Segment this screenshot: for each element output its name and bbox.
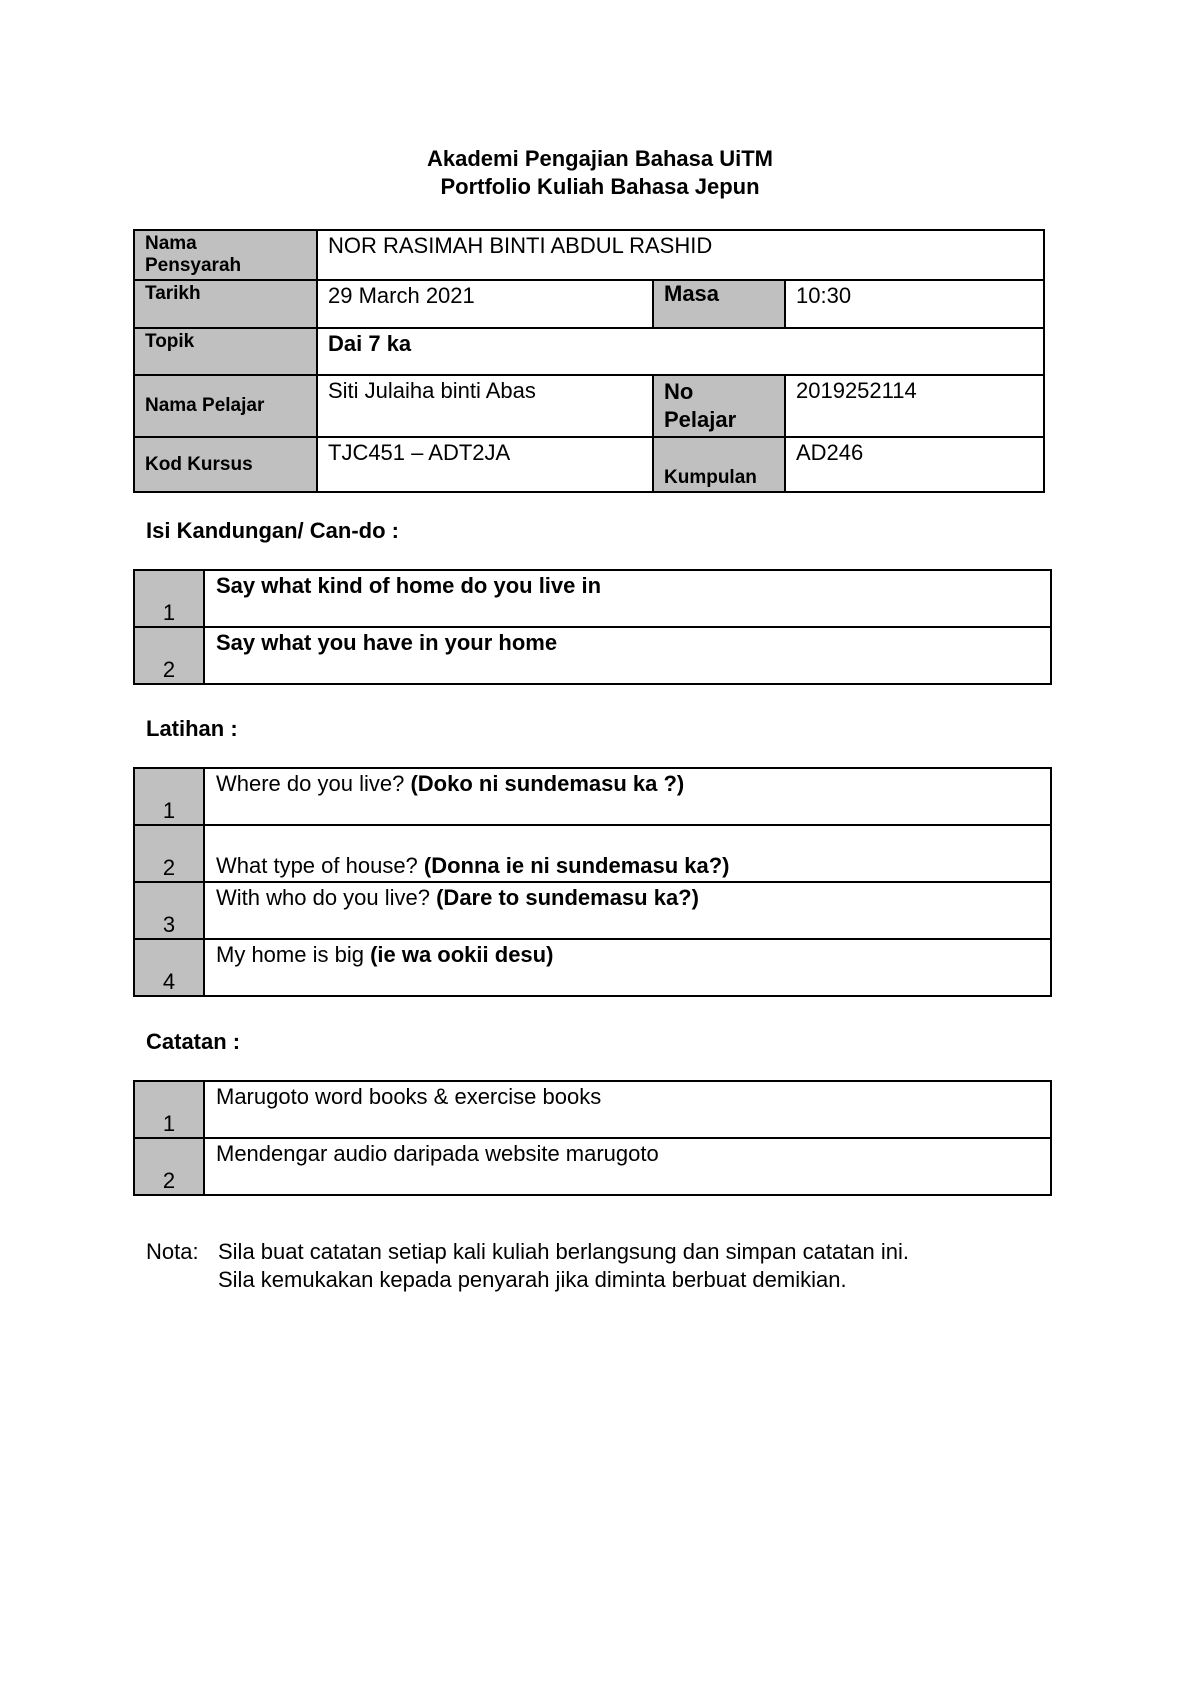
list-item — [134, 570, 1051, 627]
group-value: AD246 — [785, 437, 1044, 492]
latihan-table — [133, 767, 1052, 997]
catatan-table — [133, 1080, 1052, 1196]
item-number: 3 — [134, 882, 204, 939]
info-table — [133, 229, 1045, 493]
item-text: Say what kind of home do you live in — [204, 570, 1051, 627]
course-label: Kod Kursus — [134, 437, 317, 492]
student-label: Nama Pelajar — [134, 375, 317, 437]
item-number: 2 — [134, 825, 204, 882]
list-item — [134, 825, 1051, 882]
list-item — [134, 1081, 1051, 1138]
item-text: Say what you have in your home — [204, 627, 1051, 684]
student-value: Siti Julaiha binti Abas — [317, 375, 653, 437]
lecturer-value: NOR RASIMAH BINTI ABDUL RASHID — [317, 230, 1044, 280]
time-label: Masa — [653, 280, 785, 328]
item-text: Where do you live? (Doko ni sundemasu ka ?) — [204, 768, 1051, 825]
list-item — [134, 1138, 1051, 1195]
note-label: Nota: — [146, 1239, 199, 1264]
cando-heading: Isi Kandungan/ Can-do : — [146, 518, 399, 543]
list-item — [134, 768, 1051, 825]
document-subtitle: Portfolio Kuliah Bahasa Jepun — [440, 174, 760, 199]
catatan-heading: Catatan : — [146, 1029, 241, 1054]
item-text: With who do you live? (Dare to sundemasu ka?) — [204, 882, 1051, 939]
list-item — [134, 882, 1051, 939]
student-no-label: No Pelajar — [653, 375, 785, 437]
course-value: TJC451 – ADT2JA — [317, 437, 653, 492]
document-title: Akademi Pengajian Bahasa UiTM — [427, 146, 773, 171]
note-line-2: Sila kemukakan kepada penyarah jika diminta berbuat demikian. — [218, 1267, 847, 1292]
note-block — [146, 1238, 909, 1294]
note-line-1: Nota: Sila buat catatan setiap kali kuliah berlangsung dan simpan catatan ini. — [146, 1239, 910, 1264]
item-number: 2 — [134, 627, 204, 684]
item-number: 1 — [134, 570, 204, 627]
time-value: 10:30 — [785, 280, 1044, 328]
item-number: 1 — [134, 1081, 204, 1138]
list-item — [134, 939, 1051, 996]
item-text: Marugoto word books & exercise books — [204, 1081, 1051, 1138]
item-text: Mendengar audio daripada website marugoto — [204, 1138, 1051, 1195]
latihan-heading: Latihan : — [146, 716, 238, 741]
date-row — [134, 280, 1044, 328]
item-text: My home is big (ie wa ookii desu) — [204, 939, 1051, 996]
list-item — [134, 627, 1051, 684]
lecturer-label: Nama Pensyarah — [134, 230, 317, 280]
topic-row — [134, 328, 1044, 375]
topic-value: Dai 7 ka — [317, 328, 1044, 375]
item-number: 4 — [134, 939, 204, 996]
student-row — [134, 375, 1044, 437]
item-number: 1 — [134, 768, 204, 825]
topic-label: Topik — [134, 328, 317, 375]
group-label: Kumpulan — [653, 437, 785, 492]
lecturer-row — [134, 230, 1044, 280]
student-no-value: 2019252114 — [785, 375, 1044, 437]
date-value: 29 March 2021 — [317, 280, 653, 328]
cando-table — [133, 569, 1052, 685]
item-number: 2 — [134, 1138, 204, 1195]
date-label: Tarikh — [134, 280, 317, 328]
item-text: What type of house? (Donna ie ni sundemasu ka?) — [204, 825, 1051, 882]
course-row — [134, 437, 1044, 492]
